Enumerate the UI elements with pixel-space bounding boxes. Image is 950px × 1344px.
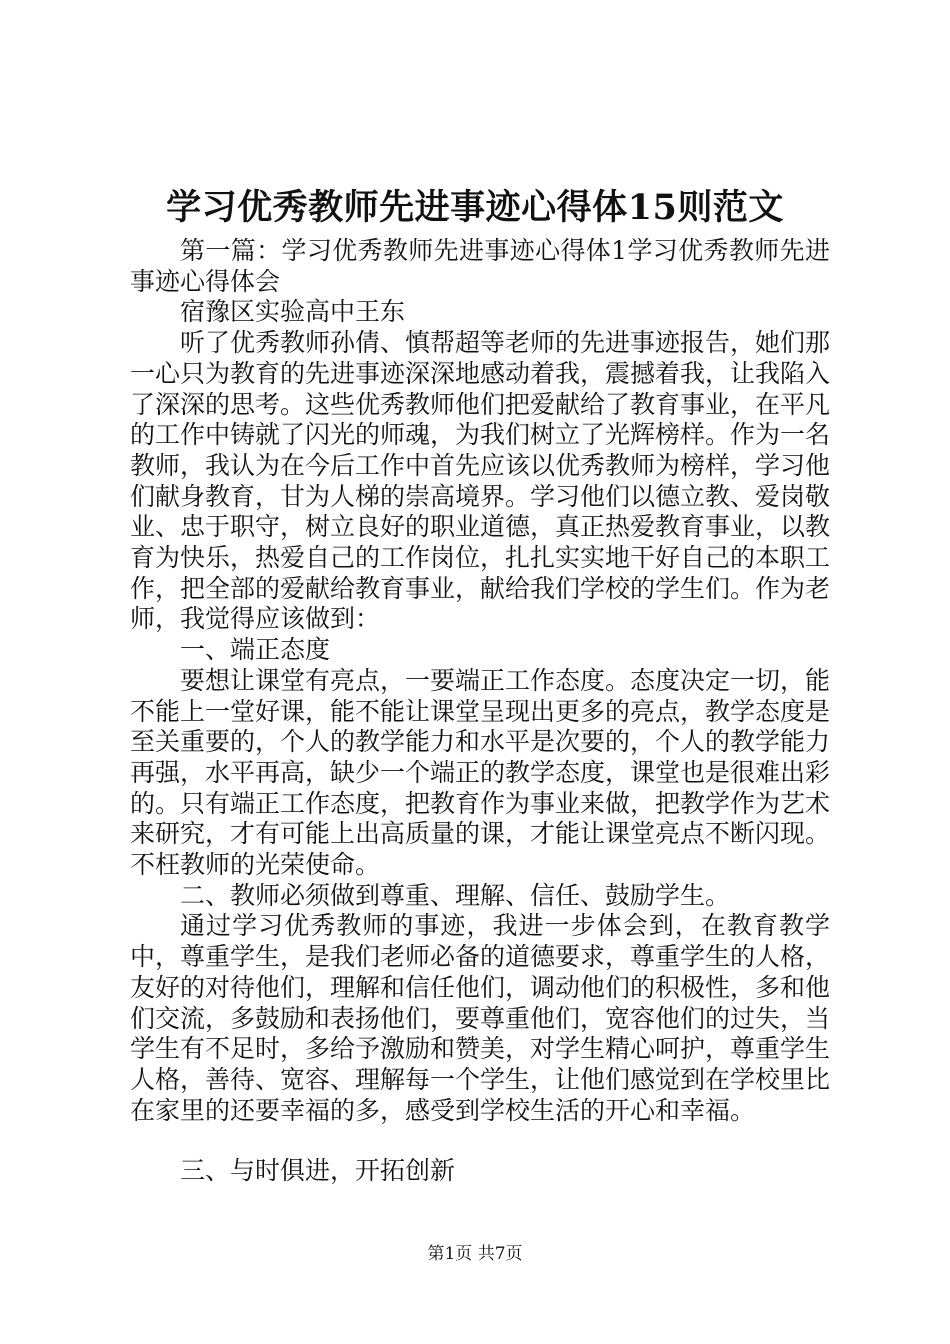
paragraph-section-2: 通过学习优秀教师的事迹，我进一步体会到，在教育教学中，尊重学生，是我们老师必备的道德要求，尊重学生的人格，友好的对待他们，理解和信任他们，调动他们的积极性，多和他们交流，多鼓励和表扬他们，要尊重他们，宽容他们的过失，当学生有不足时，多给予激励和赞美，对学生精心呵护，尊重学生人格，善待、宽容、理解每一个学生，让他们感觉到在学校里比在家里的还要幸福的多，感受到学校生活的开心和幸福。 [130,911,831,1125]
paragraph-intro: 第一篇：学习优秀教师先进事迹心得体1学习优秀教师先进事迹心得体会 [130,236,830,296]
section-heading-3: 三、与时俱进，开拓创新 [180,1156,456,1186]
paragraph-author: 宿豫区实验高中王东 [180,297,406,327]
paragraph-section-1: 要想让课堂有亮点，一要端正工作态度。态度决定一切，能不能上一堂好课，能不能让课堂呈现出更多的亮点，教学态度是至关重要的，个人的教学能力和水平是次要的，个人的教学能力再强，水平再高，缺少一个端正的教学态度，课堂也是很难出彩的。只有端正工作态度，把教育作为事业来做，把教学作为艺术来研究，才有可能上出高质量的课，才能让课堂亮点不断闪现。不枉教师的光荣使命。 [130,665,831,880]
document-title: 学习优秀教师先进事迹心得体15则范文 [166,187,784,228]
section-heading-2: 二、教师必须做到尊重、理解、信任、鼓励学生。 [180,880,731,910]
section-heading-1: 一、端正态度 [180,635,331,665]
document-body [130,236,830,1187]
paragraph-main: 听了优秀教师孙倩、慎帮超等老师的先进事迹报告，她们那一心只为教育的先进事迹深深地感动着我，震撼着我，让我陷入了深深的思考。这些优秀教师他们把爱献给了教育事业，在平凡的工作中铸就了闪光的师魂，为我们树立了光辉榜样。作为一名教师，我认为在今后工作中首先应该以优秀教师为榜样，学习他们献身教育，甘为人梯的崇高境界。学习他们以德立教、爱岗敬业、忠于职守，树立良好的职业道德，真正热爱教育事业，以教育为快乐，热爱自己的工作岗位，扎扎实实地干好自己的本职工作，把全部的爱献给教育事业，献给我们学校的学生们。作为老师，我觉得应该做到： [130,328,831,634]
page-footer: 第1页 共7页 [427,1244,523,1264]
